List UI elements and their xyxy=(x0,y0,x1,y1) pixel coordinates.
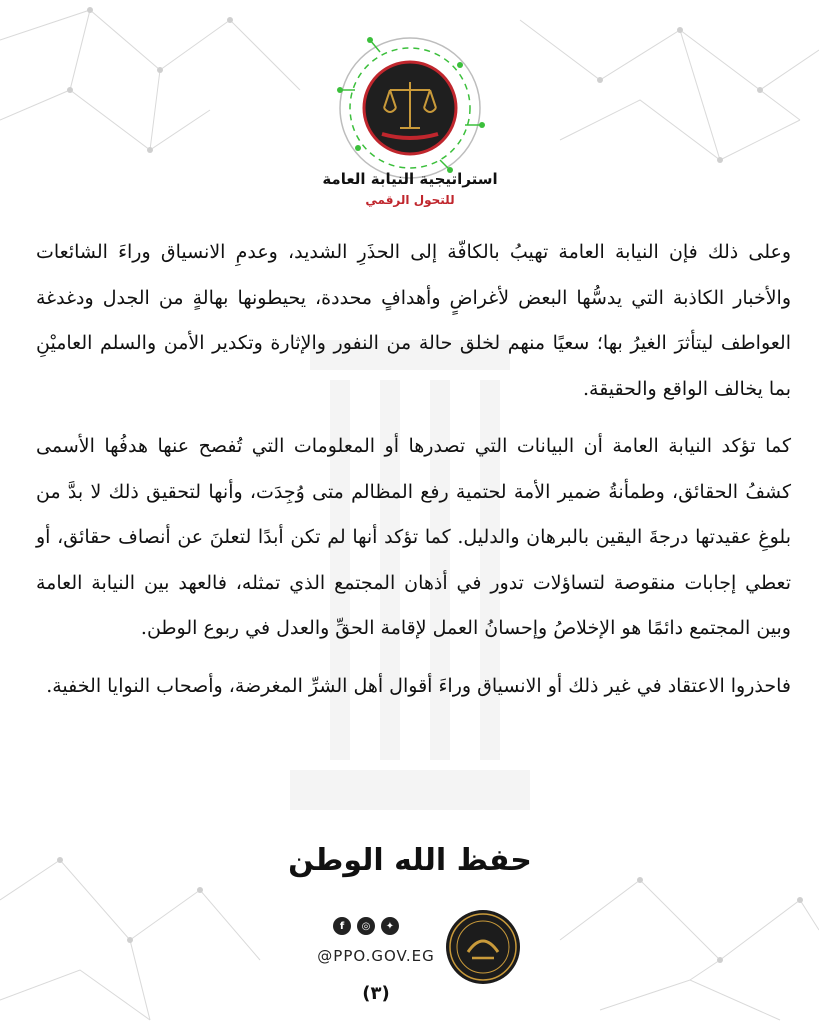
facebook-icon[interactable]: f xyxy=(333,917,351,935)
page-number: (٣) xyxy=(362,983,390,1004)
social-handle[interactable]: @PPO.GOV.EG xyxy=(317,947,435,965)
ppo-scales-logo xyxy=(330,30,490,190)
twitter-icon[interactable]: ✦ xyxy=(381,917,399,935)
brand-title: استراتيجية النيابة العامة xyxy=(322,170,498,188)
paragraph-3: فاحذروا الاعتقاد في غير ذلك أو الانسياق وراءَ أقوال أهل الشرِّ المغرضة، وأصحاب النوايا الخفية. xyxy=(46,674,791,697)
statement-body xyxy=(36,230,791,721)
instagram-icon[interactable]: ◎ xyxy=(357,917,375,935)
bayan-department-seal xyxy=(444,908,522,986)
closing-phrase: حفظ الله الوطن xyxy=(288,843,532,878)
social-links xyxy=(333,917,399,935)
brand-subtitle: للتحول الرقمي xyxy=(365,193,455,207)
paragraph-1: وعلى ذلك فإن النيابة العامة تهيبُ بالكافّة إلى الحذَرِ الشديد، وعدمِ الانسياق وراءَ الشائعات والأخبار الكاذبة التي يدسُّها البعض لأغراضٍ وأهدافٍ محددة، يحيطونها بهالةٍ من الجدل ودغدغة العواطف ليتأثرَ الغيرُ بها؛ سعيًا منهم لخلق حالة من النفور والإثارة وتكدير الأمن والسلم العاميْنِ بما يخالف الواقع والحقيقة. xyxy=(36,241,791,400)
paragraph-2: كما تؤكد النيابة العامة أن البيانات التي تصدرها أو المعلومات التي تُفصح عنها هدفُها الأسمى كشفُ الحقائق، وطمأنةُ ضمير الأمة لحتمية رفع المظالم متى وُجِدَت، وأنها لتحقيق ذلك لا بدَّ من بلوغِ عقيدتها درجةَ اليقين بالبرهان والدليل. كما تؤكد أنها لم تكن أبدًا لتعلنَ عن أنصاف حقائق، أو تعطي إجابات منقوصة لتساؤلات تدور في أذهان المجتمع الذي تمثله، فالعهد بين النيابة العامة وبين المجتمع دائمًا هو الإخلاصُ وإحسانُ العمل لإقامة الحقِّ والعدل في ربوع الوطن. xyxy=(36,435,792,639)
